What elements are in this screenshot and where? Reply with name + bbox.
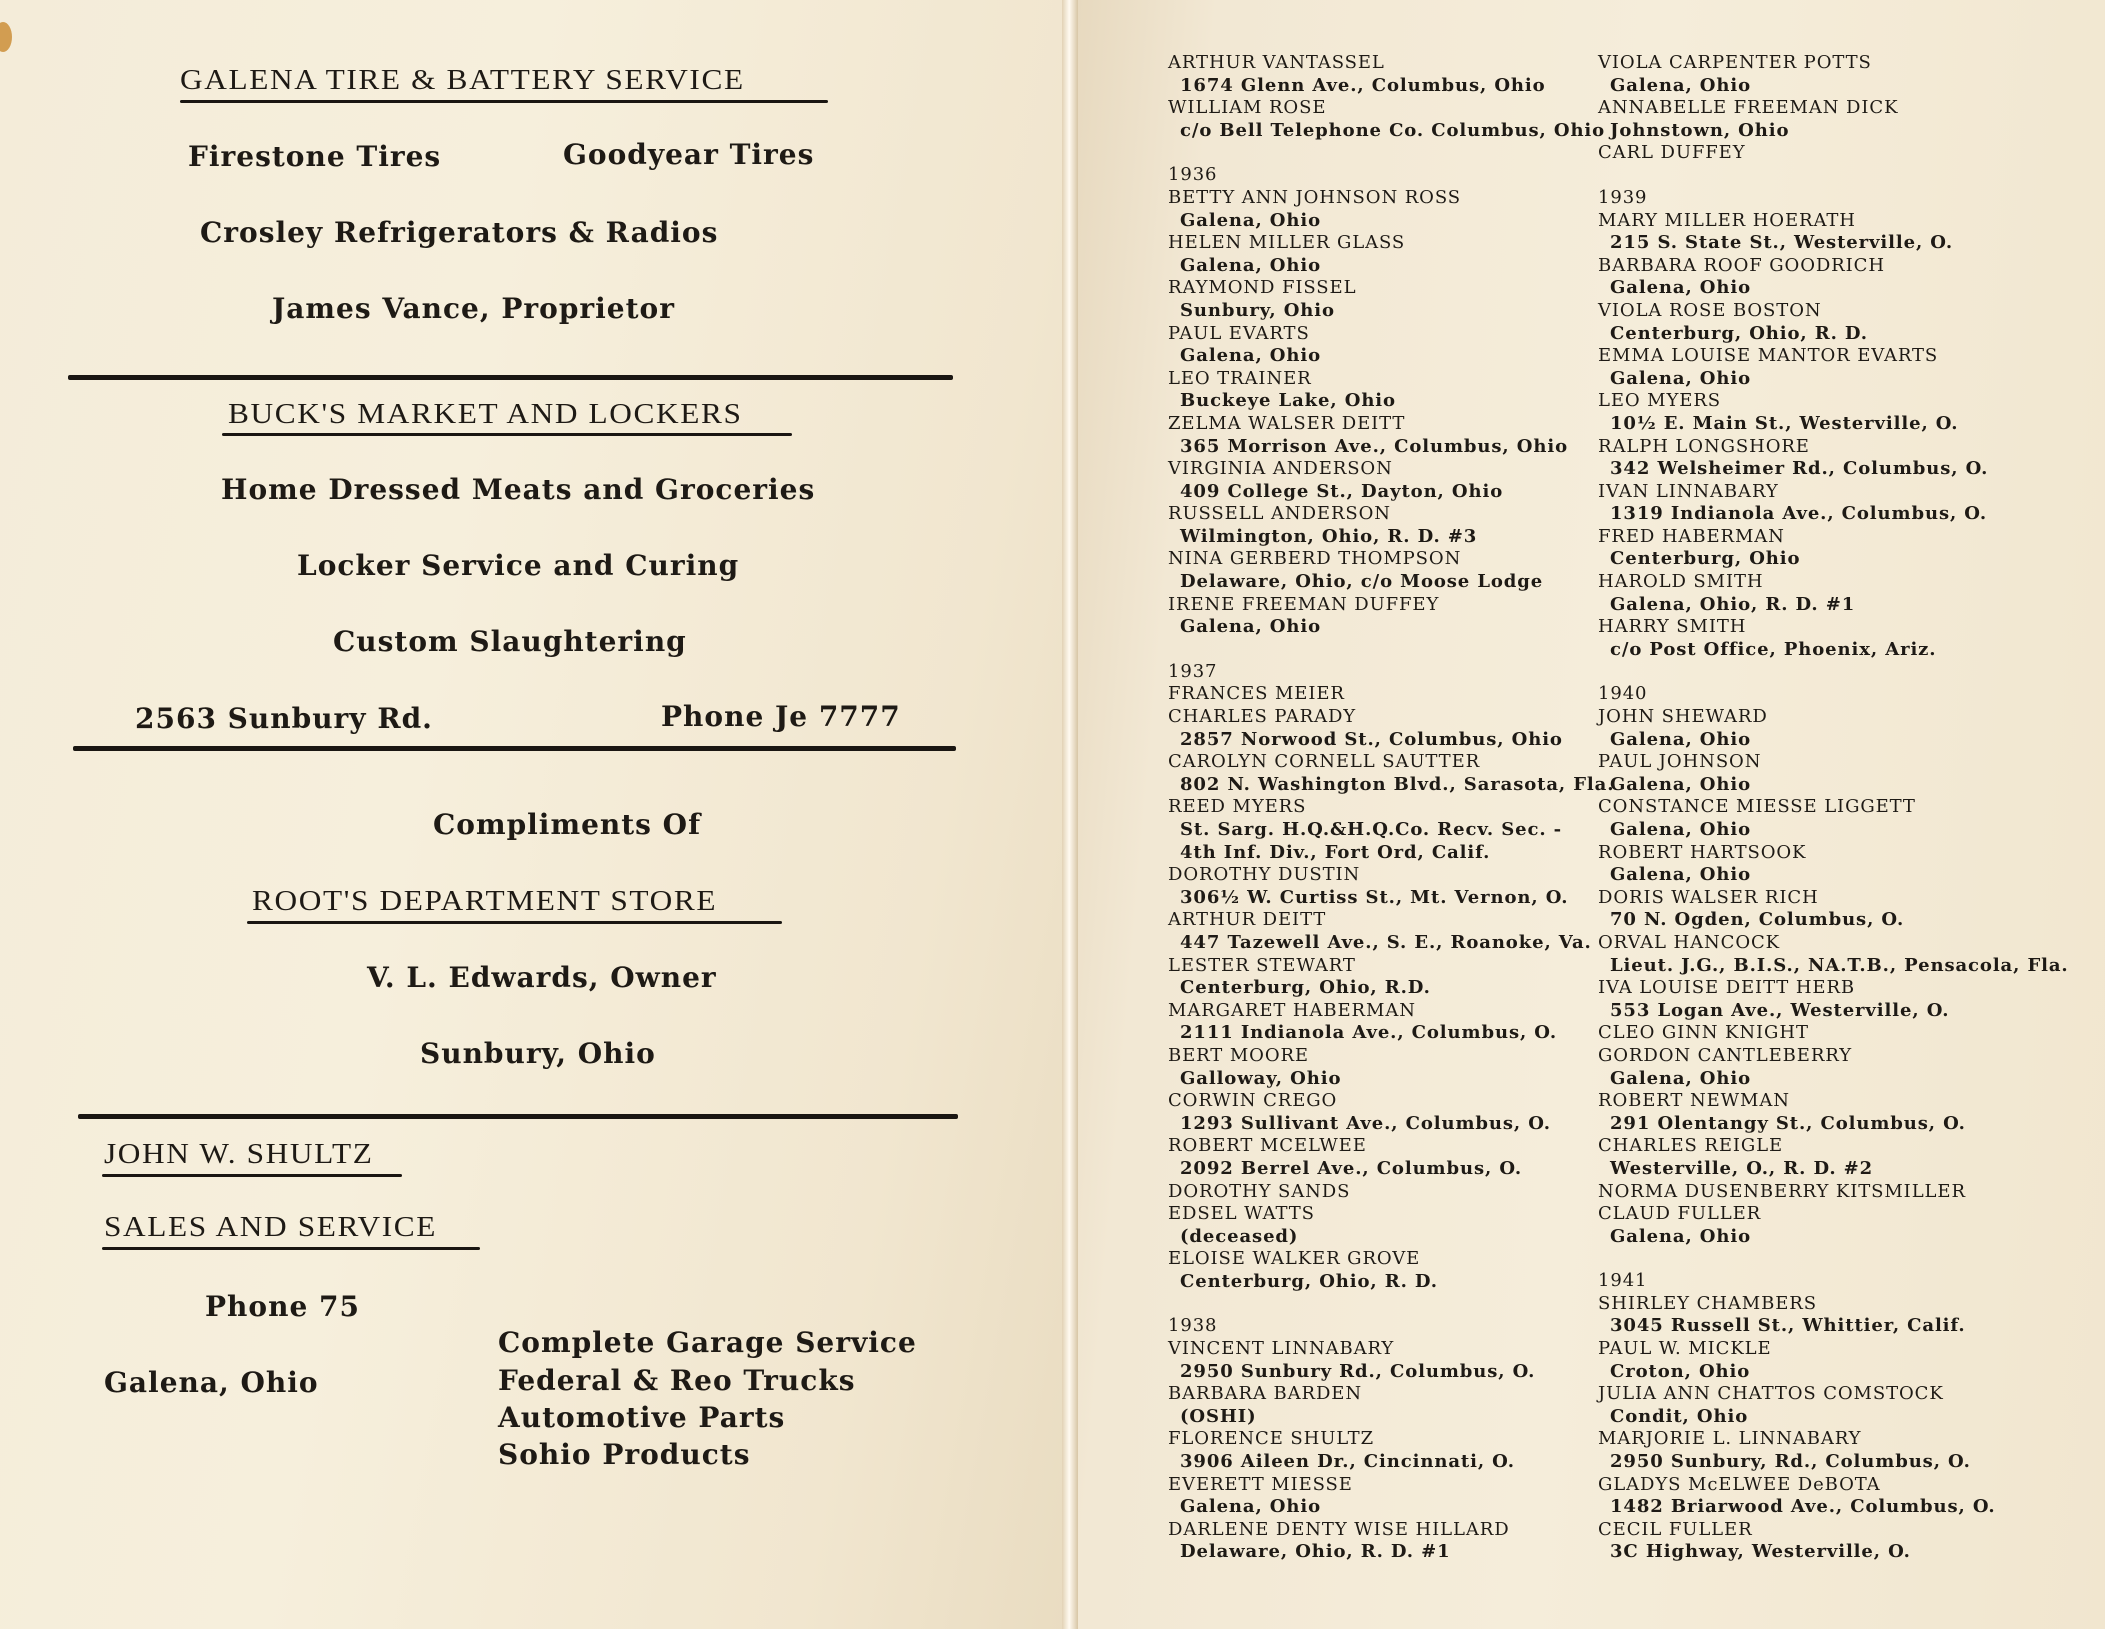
alumni-address: 553 Logan Ave., Westerville, O. xyxy=(1610,999,1950,1021)
alumni-name: EDSEL WATTS xyxy=(1168,1203,1315,1225)
alumni-name: REED MYERS xyxy=(1168,796,1307,818)
title-underline xyxy=(102,1174,402,1177)
alumni-address: 2950 Sunbury Rd., Columbus, O. xyxy=(1180,1360,1536,1382)
alumni-name: DARLENE DENTY WISE HILLARD xyxy=(1168,1518,1510,1540)
ad-bucks-market-phone: Phone Je 7777 xyxy=(661,700,901,733)
ad-shultz-title: JOHN W. SHULTZ xyxy=(104,1138,374,1170)
alumni-address: Galena, Ohio xyxy=(1610,864,1752,886)
alumni-address: 3906 Aileen Dr., Cincinnati, O. xyxy=(1180,1451,1515,1473)
ad-bucks-market-address: 2563 Sunbury Rd. xyxy=(135,702,433,735)
alumni-name: BARBARA BARDEN xyxy=(1168,1383,1362,1405)
alumni-address: Galena, Ohio, R. D. #1 xyxy=(1610,593,1856,615)
ad-shultz-service: Federal & Reo Trucks xyxy=(498,1364,856,1397)
alumni-address: Wilmington, Ohio, R. D. #3 xyxy=(1180,525,1478,547)
alumni-address: Galena, Ohio xyxy=(1610,819,1752,840)
alumni-address: Galena, Ohio xyxy=(1180,616,1322,638)
ad-bucks-market-line3: Custom Slaughtering xyxy=(333,625,687,658)
alumni-name: CONSTANCE MIESSE LIGGETT xyxy=(1598,796,1916,818)
alumni-name: MARGARET HABERMAN xyxy=(1168,999,1416,1021)
alumni-address: (deceased) xyxy=(1180,1225,1299,1247)
ad-galena-tire-line1-right: Goodyear Tires xyxy=(563,138,815,171)
alumni-address: 70 N. Ogden, Columbus, O. xyxy=(1610,909,1905,931)
ad-shultz-service: Sohio Products xyxy=(498,1438,751,1471)
alumni-name: EMMA LOUISE MANTOR EVARTS xyxy=(1598,345,1939,367)
alumni-name: ROBERT HARTSOOK xyxy=(1598,841,1807,863)
alumni-name: BARBARA ROOF GOODRICH xyxy=(1598,254,1885,276)
alumni-name: LESTER STEWART xyxy=(1168,954,1356,976)
alumni-address: Centerburg, Ohio, R. D. xyxy=(1610,322,1868,344)
alumni-address: Condit, Ohio xyxy=(1610,1405,1749,1427)
alumni-name: ARTHUR VANTASSEL xyxy=(1168,52,1385,73)
alumni-name: GORDON CANTLEBERRY xyxy=(1598,1044,1852,1066)
alumni-name: GLADYS McELWEE DeBOTA xyxy=(1598,1473,1881,1495)
alumni-name: FRANCES MEIER xyxy=(1168,683,1345,705)
alumni-name: CHARLES PARADY xyxy=(1168,706,1357,728)
alumni-name: PAUL W. MICKLE xyxy=(1598,1338,1772,1360)
alumni-address: Centerburg, Ohio, R. D. xyxy=(1180,1270,1438,1292)
alumni-name: DORIS WALSER RICH xyxy=(1598,886,1819,908)
alumni-name: DOROTHY DUSTIN xyxy=(1168,864,1361,886)
alumni-address: 291 Olentangy St., Columbus, O. xyxy=(1610,1112,1966,1134)
alumni-name: VINCENT LINNABARY xyxy=(1168,1338,1395,1360)
alumni-address: 447 Tazewell Ave., S. E., Roanoke, Va. xyxy=(1180,931,1592,953)
class-year-heading: 1939 xyxy=(1598,186,1648,208)
alumni-name: ROBERT NEWMAN xyxy=(1598,1090,1790,1112)
alumni-address: Lieut. J.G., B.I.S., NA.T.B., Pensacola, Fla. xyxy=(1610,954,2069,976)
title-underline xyxy=(222,433,792,436)
alumni-address: 3045 Russell St., Whittier, Calif. xyxy=(1610,1315,1966,1337)
alumni-name: VIOLA CARPENTER POTTS xyxy=(1598,52,1872,73)
ad-roots-title: ROOT'S DEPARTMENT STORE xyxy=(252,885,718,917)
alumni-name: PAUL EVARTS xyxy=(1168,322,1310,344)
book-gutter xyxy=(1062,0,1078,1629)
alumni-address: St. Sarg. H.Q.&H.Q.Co. Recv. Sec. - xyxy=(1180,819,1563,840)
alumni-address: c/o Post Office, Phoenix, Ariz. xyxy=(1610,638,1937,660)
alumni-address: Delaware, Ohio, c/o Moose Lodge xyxy=(1180,571,1544,593)
alumni-address: Galena, Ohio xyxy=(1610,773,1752,795)
ad-shultz-service: Complete Garage Service xyxy=(498,1326,917,1359)
class-year-heading: 1937 xyxy=(1168,660,1218,682)
ad-galena-tire-line1-left: Firestone Tires xyxy=(188,140,442,173)
ad-galena-tire-title: GALENA TIRE & BATTERY SERVICE xyxy=(180,64,745,96)
alumni-name: CECIL FULLER xyxy=(1598,1518,1753,1540)
alumni-address: Galena, Ohio xyxy=(1180,345,1322,367)
ad-shultz-subtitle: SALES AND SERVICE xyxy=(104,1211,438,1243)
alumni-address: Galena, Ohio xyxy=(1610,1225,1752,1247)
class-year-heading: 1936 xyxy=(1168,164,1218,186)
alumni-name: NORMA DUSENBERRY KITSMILLER xyxy=(1598,1180,1966,1202)
alumni-address: (OSHI) xyxy=(1180,1405,1257,1427)
alumni-address: Galloway, Ohio xyxy=(1180,1067,1342,1089)
alumni-name: IVA LOUISE DEITT HERB xyxy=(1598,977,1856,999)
alumni-name: LEO MYERS xyxy=(1598,390,1722,412)
alumni-address: Sunbury, Ohio xyxy=(1180,299,1335,321)
alumni-address: 365 Morrison Ave., Columbus, Ohio xyxy=(1180,435,1568,457)
alumni-address: 2092 Berrel Ave., Columbus, O. xyxy=(1180,1157,1523,1179)
ad-bucks-market-line1: Home Dressed Meats and Groceries xyxy=(221,473,816,506)
alumni-address: 802 N. Washington Blvd., Sarasota, Fla. xyxy=(1180,773,1615,795)
alumni-address: Croton, Ohio xyxy=(1610,1360,1751,1382)
alumni-name: BERT MOORE xyxy=(1168,1044,1309,1066)
alumni-address: Galena, Ohio xyxy=(1610,367,1752,389)
ad-shultz-phone: Phone 75 xyxy=(205,1290,360,1323)
section-divider xyxy=(73,746,956,751)
alumni-name: ARTHUR DEITT xyxy=(1168,909,1327,931)
alumni-name: WILLIAM ROSE xyxy=(1168,97,1327,119)
alumni-address: 3C Highway, Westerville, O. xyxy=(1610,1541,1911,1563)
ad-roots-location: Sunbury, Ohio xyxy=(420,1037,656,1070)
alumni-address: Johnstown, Ohio xyxy=(1610,119,1790,141)
ad-galena-tire-line3: James Vance, Proprietor xyxy=(272,292,675,325)
ad-shultz-service: Automotive Parts xyxy=(498,1401,786,1434)
alumni-address: 342 Welsheimer Rd., Columbus, O. xyxy=(1610,458,1989,480)
alumni-address: Galena, Ohio xyxy=(1180,1496,1322,1518)
alumni-address: Galena, Ohio xyxy=(1610,1067,1752,1089)
alumni-address: Centerburg, Ohio xyxy=(1610,548,1801,570)
class-year-heading: 1938 xyxy=(1168,1315,1218,1337)
alumni-name: HARRY SMITH xyxy=(1598,616,1747,638)
alumni-name: NINA GERBERD THOMPSON xyxy=(1168,548,1462,570)
alumni-address: 1293 Sullivant Ave., Columbus, O. xyxy=(1180,1112,1551,1134)
class-year-heading: 1941 xyxy=(1598,1270,1648,1292)
alumni-name: FRED HABERMAN xyxy=(1598,525,1785,547)
alumni-name: PAUL JOHNSON xyxy=(1598,751,1762,773)
alumni-address: 2857 Norwood St., Columbus, Ohio xyxy=(1180,728,1563,750)
alumni-name: RUSSELL ANDERSON xyxy=(1168,503,1391,525)
section-divider xyxy=(78,1114,958,1119)
title-underline xyxy=(180,100,828,103)
alumni-name: CAROLYN CORNELL SAUTTER xyxy=(1168,751,1481,773)
alumni-address: Centerburg, Ohio, R.D. xyxy=(1180,977,1431,999)
alumni-column-b xyxy=(1598,52,2069,1564)
ad-galena-tire-line2: Crosley Refrigerators & Radios xyxy=(200,216,719,249)
alumni-address: 2111 Indianola Ave., Columbus, O. xyxy=(1180,1022,1557,1044)
alumni-address: 2950 Sunbury, Rd., Columbus, O. xyxy=(1610,1451,1971,1473)
ad-bucks-market-line2: Locker Service and Curing xyxy=(297,549,740,582)
alumni-name: ROBERT MCELWEE xyxy=(1168,1135,1367,1157)
alumni-address: Westerville, O., R. D. #2 xyxy=(1610,1157,1874,1179)
alumni-name: HAROLD SMITH xyxy=(1598,571,1764,593)
alumni-name: CHARLES REIGLE xyxy=(1598,1135,1784,1157)
alumni-name: EVERETT MIESSE xyxy=(1168,1473,1353,1495)
alumni-name: ANNABELLE FREEMAN DICK xyxy=(1598,97,1899,119)
alumni-name: JULIA ANN CHATTOS COMSTOCK xyxy=(1598,1383,1944,1405)
alumni-address: Delaware, Ohio, R. D. #1 xyxy=(1180,1541,1451,1563)
alumni-address: c/o Bell Telephone Co. Columbus, Ohio xyxy=(1180,119,1606,141)
title-underline xyxy=(247,921,782,924)
alumni-name: CARL DUFFEY xyxy=(1598,142,1746,164)
alumni-name: JOHN SHEWARD xyxy=(1598,706,1768,728)
alumni-name: ZELMA WALSER DEITT xyxy=(1168,412,1406,434)
alumni-name: RALPH LONGSHORE xyxy=(1598,435,1810,457)
alumni-name: LEO TRAINER xyxy=(1168,367,1312,389)
alumni-name: IVAN LINNABARY xyxy=(1598,480,1779,502)
alumni-address: Galena, Ohio xyxy=(1180,254,1322,276)
alumni-name: FLORENCE SHULTZ xyxy=(1168,1428,1374,1450)
alumni-name: DOROTHY SANDS xyxy=(1168,1180,1351,1202)
alumni-address: 215 S. State St., Westerville, O. xyxy=(1610,232,1953,254)
alumni-name: ELOISE WALKER GROVE xyxy=(1168,1248,1421,1270)
alumni-address: Galena, Ohio xyxy=(1610,728,1752,750)
alumni-name: HELEN MILLER GLASS xyxy=(1168,232,1406,254)
ad-shultz-location: Galena, Ohio xyxy=(104,1366,319,1399)
alumni-address: 1674 Glenn Ave., Columbus, Ohio xyxy=(1180,74,1546,96)
alumni-name: CORWIN CREGO xyxy=(1168,1090,1338,1112)
class-year-heading: 1940 xyxy=(1598,683,1648,705)
alumni-address: Galena, Ohio xyxy=(1180,209,1322,231)
section-divider xyxy=(68,375,953,380)
alumni-address: Buckeye Lake, Ohio xyxy=(1180,390,1396,412)
alumni-name: SHIRLEY CHAMBERS xyxy=(1598,1292,1817,1314)
alumni-address: 1319 Indianola Ave., Columbus, O. xyxy=(1610,503,1987,525)
paper-stain xyxy=(0,22,12,52)
alumni-address: 4th Inf. Div., Fort Ord, Calif. xyxy=(1180,841,1491,863)
alumni-address: 10½ E. Main St., Westerville, O. xyxy=(1610,412,1959,434)
alumni-name: VIRGINIA ANDERSON xyxy=(1168,458,1393,480)
ad-roots-owner: V. L. Edwards, Owner xyxy=(367,961,717,994)
alumni-column-a xyxy=(1168,52,1614,1564)
alumni-name: MARJORIE L. LINNABARY xyxy=(1598,1428,1862,1450)
ad-bucks-market-title: BUCK'S MARKET AND LOCKERS xyxy=(228,398,743,430)
alumni-name: CLEO GINN KNIGHT xyxy=(1598,1022,1809,1044)
ad-roots-intro: Compliments Of xyxy=(433,808,702,841)
alumni-name: IRENE FREEMAN DUFFEY xyxy=(1168,593,1440,615)
alumni-address: Galena, Ohio xyxy=(1610,277,1752,299)
alumni-address: 1482 Briarwood Ave., Columbus, O. xyxy=(1610,1496,1996,1518)
title-underline xyxy=(102,1247,480,1250)
alumni-address: 306½ W. Curtiss St., Mt. Vernon, O. xyxy=(1180,886,1569,908)
alumni-address: 409 College St., Dayton, Ohio xyxy=(1180,480,1504,502)
alumni-address: Galena, Ohio xyxy=(1610,74,1752,96)
alumni-name: BETTY ANN JOHNSON ROSS xyxy=(1168,186,1461,208)
alumni-name: MARY MILLER HOERATH xyxy=(1598,209,1856,231)
alumni-name: CLAUD FULLER xyxy=(1598,1203,1762,1225)
alumni-name: RAYMOND FISSEL xyxy=(1168,277,1357,299)
alumni-name: VIOLA ROSE BOSTON xyxy=(1598,299,1822,321)
alumni-name: ORVAL HANCOCK xyxy=(1598,931,1781,953)
